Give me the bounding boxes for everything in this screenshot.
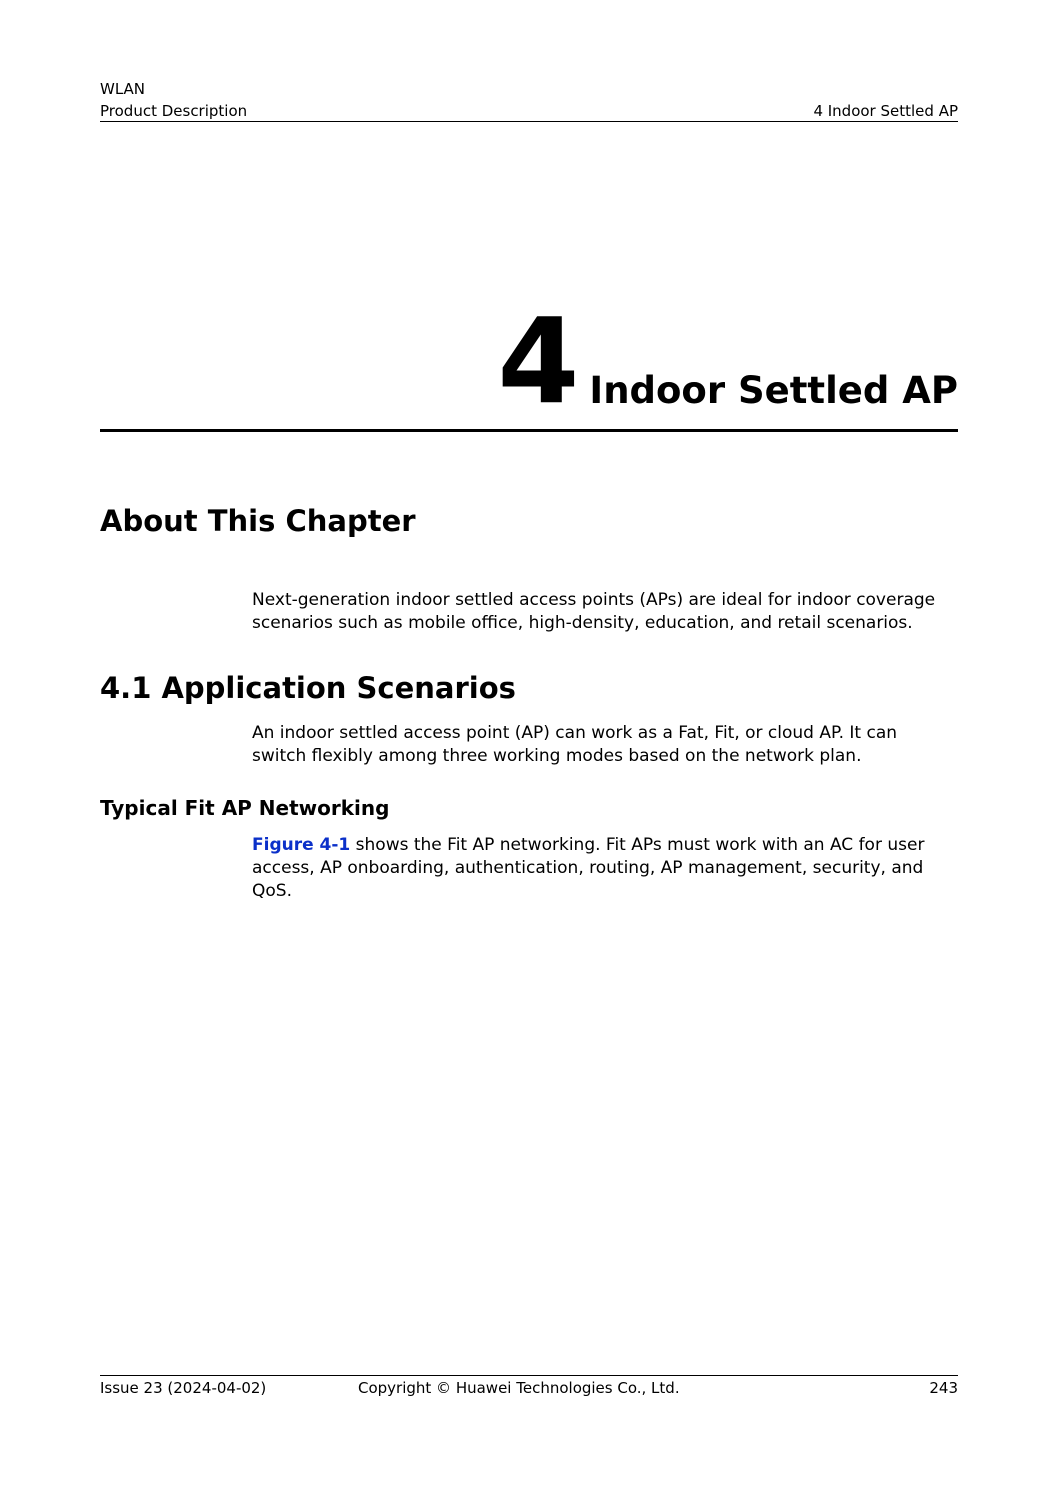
fit-ap-text: shows the Fit AP networking. Fit APs must work with an AC for user access, AP onboarding, authentication, routing, AP management, security, and QoS.: [252, 835, 925, 901]
chapter-title: [497, 292, 958, 430]
chapter-number: 4: [497, 292, 578, 430]
application-scenarios-heading: 4.1 Application Scenarios: [100, 671, 516, 705]
header-doc-type: Product Description: [100, 102, 248, 120]
footer-divider: [100, 1375, 958, 1376]
header-product: WLAN: [100, 80, 146, 98]
about-heading: About This Chapter: [100, 504, 416, 538]
fit-ap-heading: Typical Fit AP Networking: [100, 796, 390, 820]
fit-ap-paragraph: [252, 834, 952, 903]
footer-page-number: 243: [929, 1379, 958, 1397]
footer-copyright: Copyright © Huawei Technologies Co., Ltd.: [358, 1379, 680, 1397]
footer-issue: Issue 23 (2024-04-02): [100, 1379, 267, 1397]
figure-link[interactable]: Figure 4-1: [252, 835, 351, 855]
chapter-divider: [100, 429, 958, 432]
header-section: 4 Indoor Settled AP: [813, 102, 958, 120]
chapter-name: Indoor Settled AP: [589, 369, 958, 412]
application-scenarios-paragraph: An indoor settled access point (AP) can work as a Fat, Fit, or cloud AP. It can switch flexibly among three working modes based on the network plan.: [252, 723, 898, 766]
header-divider: [100, 121, 958, 122]
about-paragraph: Next-generation indoor settled access points (APs) are ideal for indoor coverage scenarios such as mobile office, high-density, education, and retail scenarios.: [252, 590, 936, 633]
